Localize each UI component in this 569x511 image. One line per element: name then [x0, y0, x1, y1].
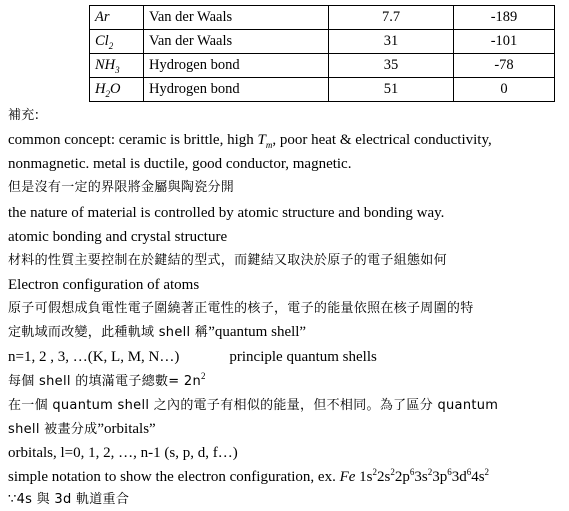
orbitals-line: orbitals, l=0, 1, 2, …, n-1 (s, p, d, f…) [8, 445, 238, 461]
bonding-table [89, 5, 555, 102]
orbital-label: 4s [471, 469, 485, 485]
shell-note-2-text: 定軌域而改變，此種軌域 shell 稱 [8, 325, 209, 340]
bond-type-cell: Van der Waals [144, 6, 329, 30]
electron-count-exponent: 2 [201, 371, 206, 381]
orbital-note-2 [8, 419, 156, 440]
temperature-cell: -78 [454, 54, 555, 78]
value-cell: 31 [329, 30, 454, 54]
melting-temp-symbol: T [257, 132, 266, 148]
electron-config-heading: Electron configuration of atoms [8, 277, 200, 293]
orbital-note-2-text: shell 被畫分成 [8, 422, 98, 437]
orbital-label: 3s [414, 469, 428, 485]
notes-heading: 補充: [8, 108, 40, 123]
temperature-cell: -189 [454, 6, 555, 30]
boundary-note: 但是沒有一定的界限將金屬與陶瓷分開 [8, 180, 235, 195]
molecule-tail: O [109, 81, 121, 97]
table-row [90, 30, 555, 54]
concept-text-a: common concept: ceramic is brittle, high [8, 132, 258, 148]
molecule-cell [90, 54, 144, 78]
concept-text-b: , poor heat & electrical conductivity, [272, 132, 492, 148]
molecule-base: NH [95, 57, 116, 73]
notation-text: simple notation to show the electron configuration, ex. [8, 469, 340, 485]
temperature-cell: 0 [454, 78, 555, 102]
orbital-note-1: 在一個 quantum shell 之內的電子有相似的能量，但不相同。為了區分 quantum [8, 398, 499, 413]
molecule-base: H [95, 81, 106, 97]
table-row [90, 6, 555, 30]
shell-letters: n=1, 2 , 3, …(K, L, M, N…) [8, 349, 180, 365]
value-cell: 7.7 [329, 6, 454, 30]
nature-line: the nature of material is controlled by atomic structure and bonding way. [8, 205, 445, 221]
melting-temp-subscript: m [265, 140, 273, 150]
electron-count-text: 每個 shell 的填滿電子總數= 2n [8, 374, 202, 389]
table-row [90, 54, 555, 78]
fe-electron-config [359, 469, 489, 485]
bonding-table-body [90, 6, 555, 102]
property-note: 材料的性質主要控制在於鍵結的型式，而鍵結又取決於原子的電子組態如何 [8, 253, 447, 268]
molecule-cell [90, 30, 144, 54]
orbital-label: 3d [451, 469, 467, 485]
temperature-cell: -101 [454, 30, 555, 54]
orbital-label: 2p [394, 469, 410, 485]
fe-symbol: Fe [339, 469, 356, 485]
orbital-electron-count: 2 [427, 467, 433, 477]
orbital-electron-count: 2 [390, 467, 395, 477]
orbital-label: 3p [432, 469, 448, 485]
bond-type-cell: Hydrogen bond [144, 54, 329, 78]
orbital-electron-count: 6 [409, 467, 415, 477]
table-row [90, 78, 555, 102]
orbital-label: 2s [377, 469, 391, 485]
molecule-base: Cl [95, 33, 109, 49]
shell-note-1: 原子可假想成負電性電子圍繞著正電性的核子，電子的能量依照在核子周圍的特 [8, 301, 474, 316]
bond-type-cell: Hydrogen bond [144, 78, 329, 102]
orbitals-term: ”orbitals” [97, 421, 156, 437]
bonding-heading: atomic bonding and crystal structure [8, 229, 228, 245]
orbital-electron-count: 2 [484, 467, 490, 477]
principle-quantum-shells: principle quantum shells [229, 349, 377, 365]
quantum-shells-line [8, 347, 377, 367]
concept-line-1 [8, 130, 492, 150]
concept-line-2: nonmagnetic. metal is ductile, good conductor, magnetic. [8, 156, 352, 172]
orbital-electron-count: 2 [372, 467, 378, 477]
overlap-note: ∵4s 與 3d 軌道重合 [8, 492, 130, 507]
quantum-shell-term: ”quantum shell” [208, 324, 307, 340]
molecule-base: Ar [95, 9, 110, 25]
orbital-electron-count: 6 [447, 467, 452, 477]
value-cell: 51 [329, 78, 454, 102]
molecule-subscript: 2 [105, 88, 110, 99]
notation-line [8, 467, 489, 487]
molecule-subscript: 3 [115, 64, 120, 75]
orbital-electron-count: 6 [466, 467, 472, 477]
molecule-cell [90, 6, 144, 30]
shell-note-2 [8, 322, 306, 343]
bond-type-cell: Van der Waals [144, 30, 329, 54]
molecule-subscript: 2 [108, 40, 114, 51]
electron-count-line [8, 371, 206, 392]
orbital-label: 1s [359, 469, 373, 485]
molecule-cell [90, 78, 144, 102]
value-cell: 35 [329, 54, 454, 78]
